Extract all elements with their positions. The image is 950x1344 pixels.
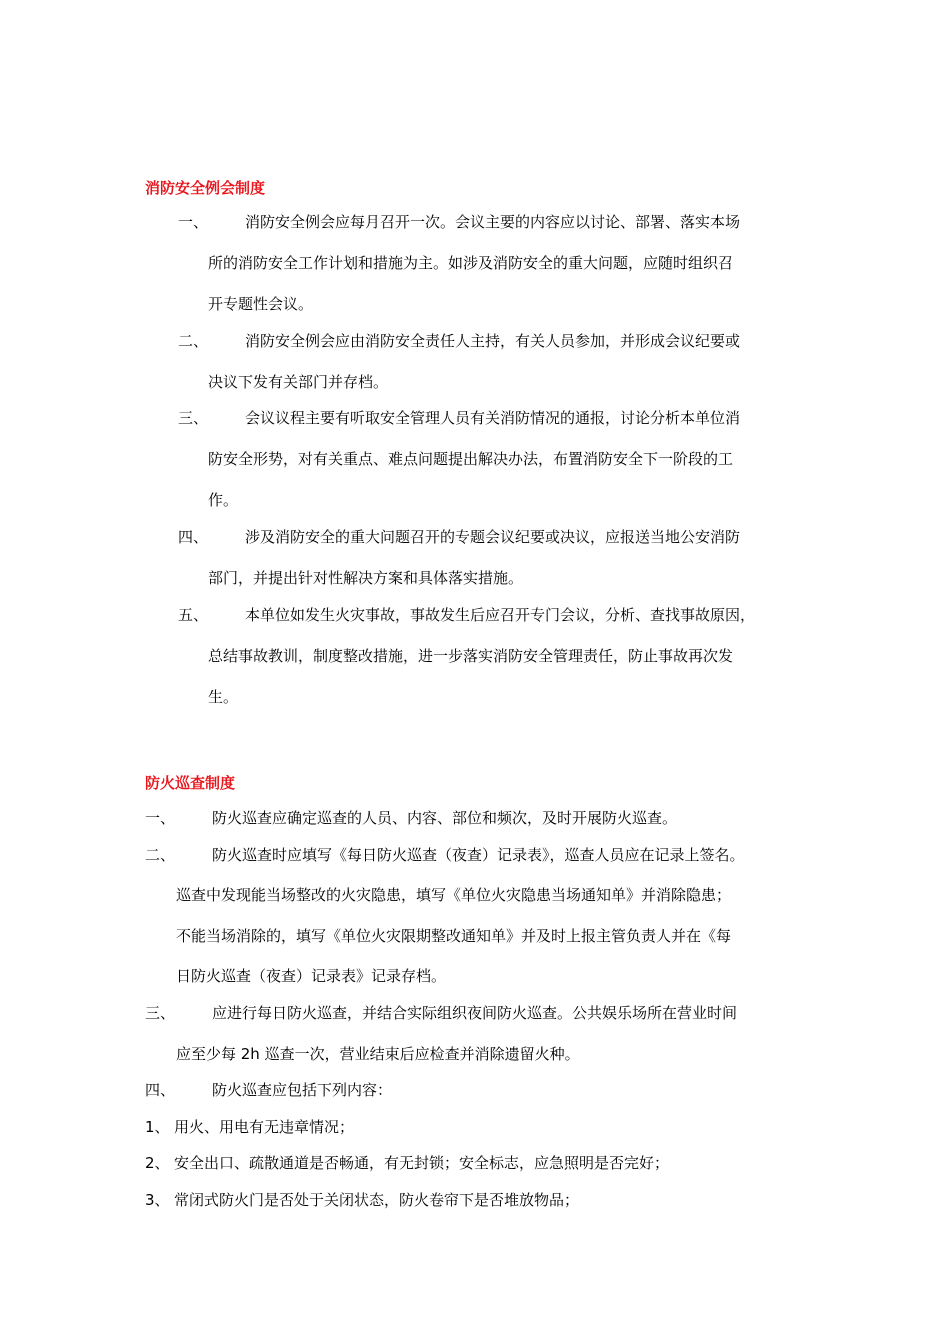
paragraph-line: 会议议程主要有听取安全管理人员有关消防情况的通报，讨论分析本单位消: [245, 409, 741, 427]
paragraph-line: 日防火巡查（夜查）记录表》记录存档。: [176, 967, 447, 985]
item-number: 二、: [178, 332, 209, 350]
paragraph-line: 部门，并提出针对性解决方案和具体落实措施。: [208, 569, 524, 587]
paragraph-line: 防安全形势，对有关重点、难点问题提出解决办法，布置消防安全下一阶段的工: [208, 450, 734, 468]
paragraph-line: 消防安全例会应由消防安全责任人主持，有关人员参加，并形成会议纪要或: [245, 332, 741, 350]
paragraph-line: 开专题性会议。: [208, 295, 314, 313]
paragraph-line: 应至少每 2h 巡查一次，营业结束后应检查并消除遗留火种。: [176, 1045, 580, 1063]
paragraph-line: 防火巡查应确定巡查的人员、内容、部位和频次，及时开展防火巡查。: [212, 809, 678, 827]
paragraph-line: 总结事故教训，制度整改措施，进一步落实消防安全管理责任，防止事故再次发: [208, 647, 734, 665]
section-title-meeting: 消防安全例会制度: [145, 179, 266, 197]
paragraph-line: 消防安全例会应每月召开一次。会议主要的内容应以讨论、部署、落实本场: [245, 213, 741, 231]
item-number: 一、: [178, 213, 209, 231]
paragraph-line: 生。: [208, 688, 239, 706]
paragraph-line: 作。: [208, 491, 239, 509]
paragraph-line: 不能当场消除的，填写《单位火灾限期整改通知单》并及时上报主管负责人并在《每: [176, 927, 732, 945]
paragraph-line: 巡查中发现能当场整改的火灾隐患，填写《单位火灾隐患当场通知单》并消除隐患；: [176, 886, 732, 904]
item-number: 二、: [145, 846, 176, 864]
sub-item-text: 安全出口、疏散通道是否畅通，有无封锁；安全标志，应急照明是否完好；: [174, 1154, 670, 1172]
paragraph-line: 应进行每日防火巡查，并结合实际组织夜间防火巡查。公共娱乐场所在营业时间: [212, 1004, 738, 1022]
section-title-patrol: 防火巡查制度: [145, 774, 236, 792]
item-number: 一、: [145, 809, 176, 827]
sub-item-number: 2、: [145, 1154, 170, 1172]
paragraph-line: 所的消防安全工作计划和措施为主。如涉及消防安全的重大问题，应随时组织召: [208, 254, 734, 272]
paragraph-line: 本单位如发生火灾事故，事故发生后应召开专门会议，分析、查找事故原因，: [245, 606, 756, 624]
paragraph-line: 防火巡查时应填写《每日防火巡查（夜查）记录表》，巡查人员应在记录上签名。: [212, 846, 745, 864]
sub-item-text: 用火、用电有无违章情况；: [174, 1118, 355, 1136]
sub-item-number: 1、: [145, 1118, 170, 1136]
sub-item-text: 常闭式防火门是否处于关闭状态，防火卷帘下是否堆放物品；: [174, 1191, 580, 1209]
paragraph-line: 防火巡查应包括下列内容：: [212, 1081, 393, 1099]
item-number: 三、: [145, 1004, 176, 1022]
item-number: 四、: [178, 528, 209, 546]
item-number: 五、: [178, 606, 209, 624]
item-number: 四、: [145, 1081, 176, 1099]
paragraph-line: 涉及消防安全的重大问题召开的专题会议纪要或决议，应报送当地公安消防: [245, 528, 741, 546]
sub-item-number: 3、: [145, 1191, 170, 1209]
item-number: 三、: [178, 409, 209, 427]
paragraph-line: 决议下发有关部门并存档。: [208, 373, 389, 391]
